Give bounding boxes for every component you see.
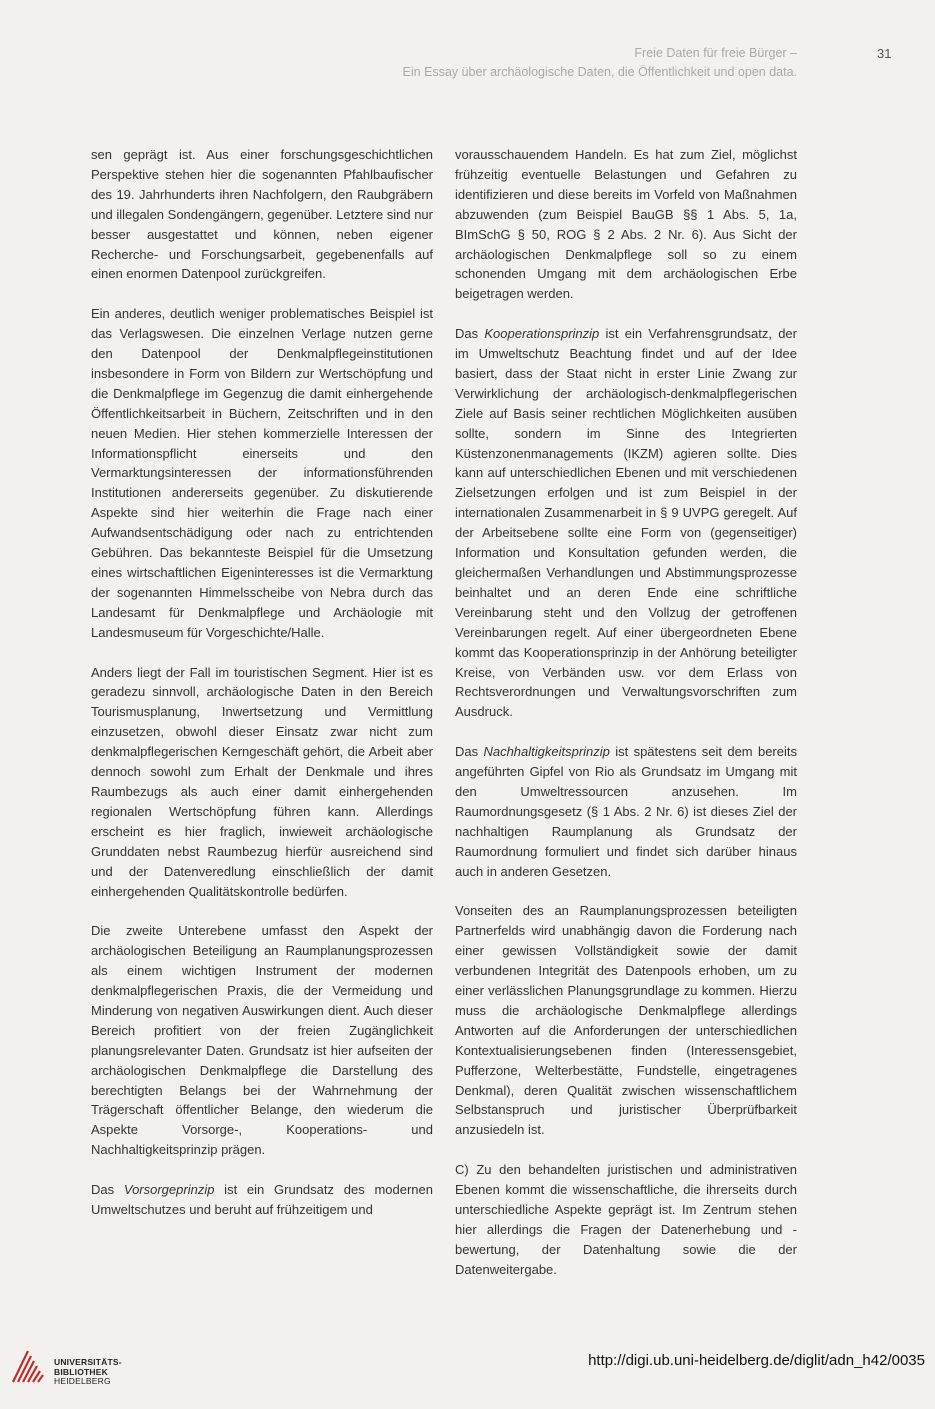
right-column bbox=[455, 145, 797, 1299]
footer-bar bbox=[0, 1345, 935, 1390]
logo-line: UNIVERSITÄTS- bbox=[54, 1357, 122, 1367]
paragraph bbox=[91, 1180, 433, 1220]
running-header-subtitle: Ein Essay über archäologische Daten, die Öffentlichkeit und open data. bbox=[402, 65, 797, 79]
paragraph: vorausschauendem Handeln. Es hat zum Ziel, möglichst frühzeitig eventuelle Belastungen und Gefahren zu identifizieren und diese bereits im Vorfeld von Maßnahmen abzuwenden (zum Beispiel BauGB §§ 1 Abs. 5, 1a, BImSchG § 50, ROG § 2 Abs. 2 Nr. 6). Aus Sicht der archäologischen Denkmalpflege soll so zu einem schonenden Umgang mit dem archäologischen Erbe beigetragen werden. bbox=[455, 147, 797, 302]
paragraph-rest: ist spätestens seit dem bereits angeführten Gipfel von Rio als Grundsatz im Umgang mit den Umweltressourcen anzusehen. Im Raumordnungsgesetz (§ 1 Abs. 2 Nr. 6) ist dieses Ziel der nachhaltigen Raumplanung als Grundsatz der Raumordnung formuliert und findet sich darüber hinaus auch in anderen Gesetzen. bbox=[455, 744, 797, 879]
term-vorsorgeprinzip: Vorsorgeprinzip bbox=[123, 1182, 215, 1198]
term-kooperationsprinzip: Kooperationsprinzip bbox=[484, 326, 600, 342]
university-library-logo-icon bbox=[10, 1347, 48, 1385]
paragraph: Die zweite Unterebene umfasst den Aspekt der archäologischen Beteiligung an Raumplanungsprozessen als einem wichtigen Instrument der modernen denkmalpflegerischen Praxis, die der Vermeidung und Minderung von negativen Auswirkungen dient. Auch dieser Bereich profitiert von der freien Zugänglichkeit planungsrelevanter Daten. Grundsatz ist hier aufseiten der archäologischen Denkmalpflege die Darstellung des berechtigten Belangs bei der Wahrnehmung der Trägerschaft öffentlicher Belange, den wiederum die Aspekte Vorsorge-, Kooperations- und Nachhaltigkeitsprinzip prägen. bbox=[91, 923, 433, 1158]
running-header bbox=[403, 44, 797, 82]
logo-line: BIBLIOTHEK bbox=[54, 1366, 108, 1377]
paragraph bbox=[455, 742, 797, 881]
page-number: 31 bbox=[877, 46, 892, 61]
paragraph: Vonseiten des an Raumplanungsprozessen beteiligten Partnerfelds wird unabhängig davon die Forderung nach einer gewissen Vollständigkeit sowie der damit verbundenen Integrität des Datenpools erhoben, um zu einer verlässlichen Planungsgrundlage zu kommen. Hierzu muss die archäologische Denkmalpflege allerdings Antworten auf die Anforderungen der unterschiedlichen Kontextualisierungsebenen finden (Interessensgebiet, Pufferzone, Welterbestätte, Fundstelle, eingetragenes Denkmal), deren Qualität zwischen wissenschaftlichem Selbstanspruch und juristischer Überprüfbarkeit anzusiedeln ist. bbox=[455, 903, 797, 1138]
library-logo-text bbox=[54, 1358, 122, 1387]
paragraph-lead: Das bbox=[91, 1182, 124, 1198]
left-column bbox=[91, 145, 433, 1240]
paragraph: sen geprägt ist. Aus einer forschungsgeschichtlichen Perspektive stehen hier die sogenannten Pfahlbaufischer des 19. Jahrhunderts ihren Nachfolgern, den Raubgräbern und illegalen Sondengängern, gegenüber. Letztere sind nur besser ausgestattet und können, neben eigener Recherche- und Forschungsarbeit, gegebenenfalls auf einen enormen Datenpool zurückgreifen. bbox=[91, 147, 433, 282]
paragraph-lead: Das bbox=[455, 326, 485, 342]
source-url-link[interactable]: http://digi.ub.uni-heidelberg.de/diglit/adn_h42/0035 bbox=[588, 1352, 925, 1369]
logo-line: HEIDELBERG bbox=[54, 1376, 111, 1386]
term-nachhaltigkeitsprinzip: Nachhaltigkeitsprinzip bbox=[483, 744, 610, 760]
paragraph bbox=[455, 324, 797, 722]
paragraph: Ein anderes, deutlich weniger problematisches Beispiel ist das Verlagswesen. Die einzelnen Verlage nutzen gerne den Datenpool der Denkmalpflegeinstitutionen insbesondere in Form von Bildern zur Wertschöpfung und die Denkmalpflege im Gegenzug die damit einhergehende Öffentlichkeitsarbeit in Büchern, Zeitschriften und in den neuen Medien. Hier stehen kommerzielle Interessen der Informationspflicht einerseits und den Vermarktungsinteressen der informationsführenden Institutionen andererseits gegenüber. Zu diskutierende Aspekte sind hier weiterhin die Frage nach einer Aufwandsentschädigung oder nach zu entrichtenden Gebühren. Das bekannteste Beispiel für die Umsetzung eines wirtschaftlichen Eigeninteresses ist die Vermarktung der sogenannten Himmelsscheibe von Nebra durch das Landesamt für Denkmalpflege und Archäologie mit Landesmuseum für Vorgeschichte/Halle. bbox=[91, 306, 433, 640]
running-header-title: Freie Daten für freie Bürger – bbox=[634, 46, 797, 60]
paragraph: C) Zu den behandelten juristischen und administrativen Ebenen kommt die wissenschaftliche, die ihrerseits durch unterschiedliche Aspekte geprägt ist. Im Zentrum stehen hier allerdings die Fragen der Datenerhebung und -bewertung, der Datenhaltung sowie die der Datenweitergabe. bbox=[455, 1162, 797, 1277]
paragraph-rest: ist ein Grundsatz des modernen Umweltschutzes und beruht auf frühzeitigem und bbox=[91, 1182, 433, 1217]
paragraph: Anders liegt der Fall im touristischen Segment. Hier ist es geradezu sinnvoll, archäologische Daten in den Bereich Tourismusplanung, Inwertsetzung und Vermittlung einzusetzen, obwohl dieser Einsatz zwar nicht zum denkmalpflegerischen Kerngeschäft gehört, die Arbeit aber dennoch sowohl zum Erhalt der Denkmale und ihres Raumbezugs als auch einer damit einhergehenden regionalen Wertschöpfung führen kann. Allerdings erscheint es hier fraglich, inwieweit archäologische Grunddaten nebst Raumbezug hierfür ausreichend sind und der Datenveredlung einschließlich der damit einhergehenden Qualitätskontrolle bedürfen. bbox=[91, 664, 433, 899]
paragraph-rest: ist ein Verfahrensgrundsatz, der im Umweltschutz Beachtung findet und auf der Idee basiert, dass der Staat nicht in erster Linie Zwang zur Verwirklichung der archäologisch-denkmalpflegerischen Ziele auf Basis seiner rechtlichen Möglichkeiten ausüben sollte, sondern im Sinne des Integrierten Küstenzonenmanagements (IKZM) agieren sollte. Dies kann auf unterschiedlichen Ebenen und mit verschiedenen Zielsetzungen erfolgen und ist zum Beispiel in der internationalen Zusammenarbeit in § 9 UVPG geregelt. Auf der Arbeitsebene sollte eine Form von (gegenseitiger) Information und Konsultation gefunden werden, die gleichermaßen Verhandlungen und Abstimmungsprozesse beinhaltet und an deren Ende eine schriftliche Vereinbarung steht und den Vollzug der getroffenen Vereinbarungen regelt. Auf einer übergeordneten Ebene kommt das Kooperationsprinzip in der Anhörung beteiligter Kreise, von Verbänden usw. vor dem Erlass von Rechtsverordnungen und Verwaltungsvorschriften zum Ausdruck. bbox=[455, 326, 797, 720]
paragraph-lead: Das bbox=[455, 744, 484, 760]
